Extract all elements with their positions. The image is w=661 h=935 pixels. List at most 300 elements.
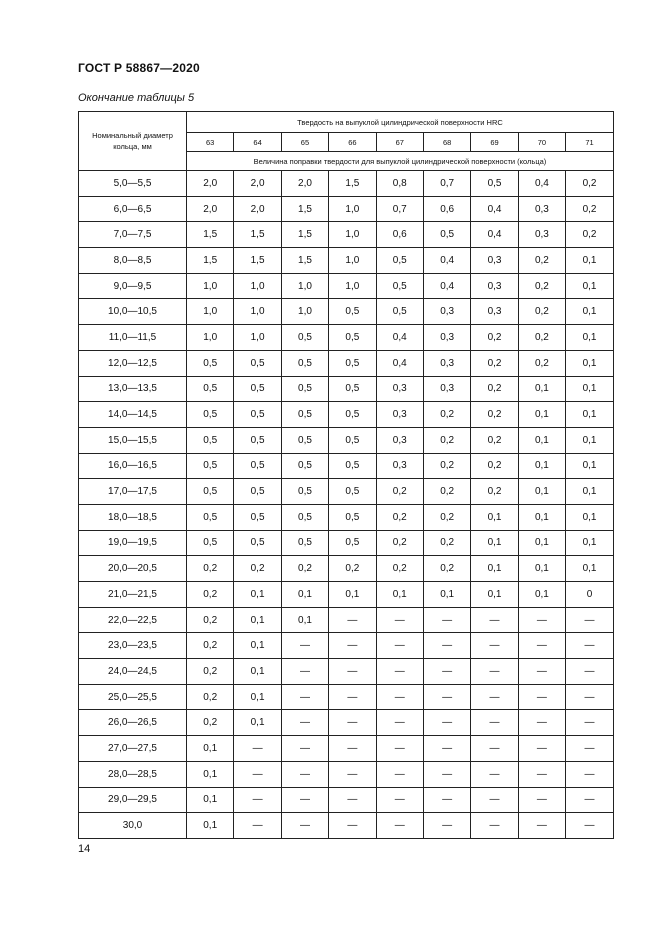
correction-value-cell: 0,2 [471, 376, 518, 402]
diameter-cell: 17,0—17,5 [79, 479, 187, 505]
correction-value-cell: — [329, 633, 376, 659]
diameter-cell: 15,0—15,5 [79, 427, 187, 453]
diameter-cell: 20,0—20,5 [79, 556, 187, 582]
correction-value-cell: — [423, 761, 470, 787]
correction-value-cell: — [566, 710, 614, 736]
correction-value-cell: — [329, 710, 376, 736]
hardness-header: Твердость на выпуклой цилиндрической поверхности HRC [187, 112, 614, 133]
correction-value-cell: 0,4 [376, 350, 423, 376]
correction-value-cell: 0,3 [471, 248, 518, 274]
correction-value-cell: 1,5 [281, 196, 328, 222]
correction-value-cell: — [234, 813, 281, 839]
correction-value-cell: 0,2 [471, 325, 518, 351]
correction-value-cell: — [329, 684, 376, 710]
correction-value-cell: 1,0 [234, 273, 281, 299]
correction-value-cell: 0,2 [423, 453, 470, 479]
correction-value-cell: — [234, 736, 281, 762]
correction-value-cell: 0,2 [471, 402, 518, 428]
hrc-value-cell: 70 [518, 133, 565, 152]
correction-value-cell: — [518, 736, 565, 762]
correction-value-cell: 0,2 [281, 556, 328, 582]
correction-value-cell: 0,5 [187, 402, 234, 428]
correction-value-cell: 0,1 [423, 582, 470, 608]
correction-value-cell: 0,2 [423, 504, 470, 530]
correction-value-cell: 0,5 [329, 453, 376, 479]
diameter-cell: 18,0—18,5 [79, 504, 187, 530]
table-row [79, 736, 614, 762]
correction-value-cell: 0,5 [281, 376, 328, 402]
correction-value-cell: 0,2 [376, 530, 423, 556]
correction-value-cell: — [376, 684, 423, 710]
correction-value-cell: — [281, 633, 328, 659]
table-row [79, 273, 614, 299]
correction-value-cell: — [518, 659, 565, 685]
correction-value-cell: — [518, 607, 565, 633]
correction-value-cell: — [234, 787, 281, 813]
correction-value-cell: 0,3 [376, 453, 423, 479]
hrc-value-cell: 69 [471, 133, 518, 152]
correction-value-cell: 0,4 [518, 171, 565, 197]
correction-value-cell: 0,2 [423, 479, 470, 505]
diameter-cell: 23,0—23,5 [79, 633, 187, 659]
correction-value-cell: 0,3 [471, 299, 518, 325]
correction-value-cell: — [281, 710, 328, 736]
correction-value-cell: — [566, 607, 614, 633]
table-row [79, 222, 614, 248]
correction-value-cell: 0,2 [329, 556, 376, 582]
table-row [79, 787, 614, 813]
correction-value-cell: — [329, 736, 376, 762]
table-body [79, 171, 614, 839]
correction-value-cell: 1,0 [281, 299, 328, 325]
correction-value-cell: 0,1 [329, 582, 376, 608]
correction-value-cell: — [376, 607, 423, 633]
correction-value-cell: 0,5 [234, 453, 281, 479]
correction-value-cell: 0,2 [187, 582, 234, 608]
correction-value-cell: 0,1 [518, 427, 565, 453]
correction-value-cell: 0,2 [187, 556, 234, 582]
correction-value-cell: 0,1 [566, 453, 614, 479]
correction-value-cell: 0,2 [376, 556, 423, 582]
correction-value-cell: — [471, 813, 518, 839]
correction-value-cell: 0,5 [234, 427, 281, 453]
correction-value-cell: — [376, 710, 423, 736]
correction-value-cell: 1,5 [281, 222, 328, 248]
correction-value-cell: 0,1 [566, 556, 614, 582]
correction-value-cell: 0,2 [518, 273, 565, 299]
table-row [79, 248, 614, 274]
correction-value-cell: 1,0 [281, 273, 328, 299]
hrc-value-cell: 66 [329, 133, 376, 152]
correction-value-cell: 0,1 [566, 325, 614, 351]
correction-value-cell: 0,5 [187, 376, 234, 402]
correction-value-cell: — [423, 736, 470, 762]
diameter-cell: 24,0—24,5 [79, 659, 187, 685]
correction-value-cell: — [423, 684, 470, 710]
correction-value-cell: 0,5 [281, 504, 328, 530]
correction-value-cell: — [281, 761, 328, 787]
correction-value-cell: — [423, 787, 470, 813]
correction-value-cell: 2,0 [281, 171, 328, 197]
correction-value-cell: 0,5 [329, 325, 376, 351]
table-header [79, 112, 614, 171]
correction-value-cell: — [566, 684, 614, 710]
correction-value-cell: 0,1 [234, 710, 281, 736]
correction-value-cell: 1,5 [329, 171, 376, 197]
correction-value-cell: 0 [566, 582, 614, 608]
table-row [79, 633, 614, 659]
correction-value-cell: 0,5 [234, 350, 281, 376]
correction-header: Величина поправки твердости для выпуклой цилиндрической поверхности (кольца) [187, 152, 614, 171]
correction-value-cell: 0,4 [471, 222, 518, 248]
table-row [79, 582, 614, 608]
correction-value-cell: 0,1 [518, 504, 565, 530]
correction-value-cell: 0,1 [518, 582, 565, 608]
correction-value-cell: 2,0 [234, 196, 281, 222]
correction-value-cell: 0,5 [187, 530, 234, 556]
correction-value-cell: 0,5 [471, 171, 518, 197]
hrc-value-cell: 71 [566, 133, 614, 152]
table-row [79, 427, 614, 453]
correction-value-cell: 0,1 [566, 273, 614, 299]
correction-value-cell: — [566, 736, 614, 762]
correction-value-cell: 0,5 [329, 402, 376, 428]
correction-value-cell: 0,2 [423, 402, 470, 428]
correction-value-cell: 0,5 [281, 427, 328, 453]
correction-value-cell: 0,1 [566, 376, 614, 402]
correction-value-cell: — [329, 761, 376, 787]
correction-value-cell: 1,0 [234, 299, 281, 325]
table-row [79, 556, 614, 582]
correction-value-cell: 1,0 [187, 299, 234, 325]
correction-value-cell: 0,5 [329, 530, 376, 556]
correction-value-cell: 0,3 [423, 299, 470, 325]
diameter-cell: 22,0—22,5 [79, 607, 187, 633]
correction-value-cell: 0,5 [281, 402, 328, 428]
correction-value-cell: 0,1 [566, 427, 614, 453]
correction-value-cell: 0,4 [471, 196, 518, 222]
correction-value-cell: — [471, 633, 518, 659]
diameter-cell: 11,0—11,5 [79, 325, 187, 351]
diameter-cell: 14,0—14,5 [79, 402, 187, 428]
correction-value-cell: 0,1 [234, 684, 281, 710]
correction-value-cell: 0,2 [187, 633, 234, 659]
diameter-cell: 27,0—27,5 [79, 736, 187, 762]
correction-value-cell: 0,5 [281, 479, 328, 505]
correction-value-cell: 0,1 [187, 813, 234, 839]
correction-value-cell: 0,5 [329, 504, 376, 530]
correction-value-cell: — [566, 659, 614, 685]
correction-value-cell: 0,2 [471, 350, 518, 376]
correction-value-cell: 0,2 [234, 556, 281, 582]
correction-value-cell: — [471, 607, 518, 633]
correction-value-cell: 0,3 [423, 325, 470, 351]
table-row [79, 659, 614, 685]
correction-value-cell: 0,2 [187, 684, 234, 710]
correction-value-cell: — [518, 813, 565, 839]
correction-value-cell: 1,0 [329, 196, 376, 222]
correction-value-cell: 0,1 [187, 736, 234, 762]
diameter-cell: 5,0—5,5 [79, 171, 187, 197]
correction-value-cell: — [518, 633, 565, 659]
correction-value-cell: 0,5 [376, 248, 423, 274]
correction-value-cell: 1,5 [234, 222, 281, 248]
correction-value-cell: 0,1 [566, 402, 614, 428]
correction-value-cell: 0,1 [234, 582, 281, 608]
correction-value-cell: — [566, 813, 614, 839]
correction-value-cell: 0,2 [566, 171, 614, 197]
hrc-value-cell: 63 [187, 133, 234, 152]
table-row [79, 196, 614, 222]
page-number: 14 [78, 843, 91, 855]
correction-value-cell: — [329, 787, 376, 813]
correction-value-cell: 0,2 [376, 504, 423, 530]
correction-value-cell: 0,2 [518, 248, 565, 274]
correction-value-cell: 0,2 [423, 556, 470, 582]
table-row [79, 299, 614, 325]
correction-value-cell: 0,3 [518, 222, 565, 248]
correction-value-cell: 0,3 [518, 196, 565, 222]
correction-value-cell: 0,5 [187, 479, 234, 505]
diameter-cell: 9,0—9,5 [79, 273, 187, 299]
hrc-value-cell: 68 [423, 133, 470, 152]
correction-value-cell: — [423, 813, 470, 839]
diameter-cell: 16,0—16,5 [79, 453, 187, 479]
correction-value-cell: 0,5 [234, 376, 281, 402]
correction-value-cell: 0,2 [518, 350, 565, 376]
diameter-cell: 6,0—6,5 [79, 196, 187, 222]
correction-value-cell: 0,5 [281, 530, 328, 556]
table-row [79, 813, 614, 839]
correction-value-cell: 0,5 [281, 325, 328, 351]
correction-value-cell: 1,0 [329, 273, 376, 299]
correction-value-cell: 0,5 [329, 376, 376, 402]
correction-value-cell: 0,2 [566, 196, 614, 222]
correction-value-cell: 1,5 [187, 222, 234, 248]
correction-value-cell: 0,5 [329, 427, 376, 453]
correction-value-cell: 0,5 [234, 402, 281, 428]
correction-value-cell: 0,5 [329, 350, 376, 376]
correction-value-cell: 0,2 [518, 325, 565, 351]
correction-value-cell: — [423, 710, 470, 736]
correction-value-cell: 0,8 [376, 171, 423, 197]
correction-value-cell: 1,0 [187, 273, 234, 299]
correction-value-cell: 0,5 [234, 530, 281, 556]
correction-value-cell: 0,1 [376, 582, 423, 608]
correction-value-cell: 0,7 [376, 196, 423, 222]
correction-value-cell: — [518, 710, 565, 736]
diameter-header: Номинальный диаметр кольца, мм [79, 112, 187, 171]
correction-value-cell: — [281, 736, 328, 762]
correction-value-cell: 0,2 [187, 710, 234, 736]
correction-value-cell: 0,1 [187, 787, 234, 813]
table-row [79, 350, 614, 376]
correction-value-cell: 0,1 [281, 582, 328, 608]
correction-value-cell: 0,5 [376, 299, 423, 325]
correction-value-cell: — [471, 684, 518, 710]
correction-value-cell: — [376, 659, 423, 685]
diameter-cell: 13,0—13,5 [79, 376, 187, 402]
correction-value-cell: 0,1 [518, 402, 565, 428]
table-row [79, 325, 614, 351]
diameter-cell: 28,0—28,5 [79, 761, 187, 787]
diameter-cell: 10,0—10,5 [79, 299, 187, 325]
table-row [79, 684, 614, 710]
correction-value-cell: 1,5 [234, 248, 281, 274]
correction-value-cell: 2,0 [187, 171, 234, 197]
correction-value-cell: 0,5 [281, 453, 328, 479]
diameter-cell: 21,0—21,5 [79, 582, 187, 608]
correction-value-cell: 0,1 [471, 556, 518, 582]
table-row [79, 761, 614, 787]
correction-value-cell: — [281, 813, 328, 839]
correction-value-cell: 0,2 [518, 299, 565, 325]
correction-value-cell: — [566, 761, 614, 787]
correction-value-cell: — [376, 813, 423, 839]
correction-value-cell: 0,1 [281, 607, 328, 633]
correction-value-cell: — [281, 787, 328, 813]
correction-value-cell: 1,0 [329, 222, 376, 248]
correction-value-cell: 0,4 [423, 248, 470, 274]
correction-value-cell: 0,1 [187, 761, 234, 787]
correction-value-cell: — [566, 633, 614, 659]
correction-value-cell: 0,1 [566, 299, 614, 325]
correction-value-cell: 0,1 [471, 504, 518, 530]
correction-value-cell: 0,1 [566, 530, 614, 556]
correction-value-cell: 0,1 [234, 633, 281, 659]
correction-value-cell: 0,4 [423, 273, 470, 299]
correction-value-cell: 0,2 [376, 479, 423, 505]
correction-value-cell: 0,5 [281, 350, 328, 376]
correction-value-cell: — [329, 659, 376, 685]
correction-value-cell: 1,0 [187, 325, 234, 351]
correction-value-cell: 0,5 [329, 479, 376, 505]
table-row [79, 376, 614, 402]
correction-value-cell: 0,5 [187, 504, 234, 530]
correction-value-cell: — [518, 684, 565, 710]
correction-value-cell: — [281, 684, 328, 710]
correction-value-cell: — [566, 787, 614, 813]
correction-value-cell: 0,5 [187, 350, 234, 376]
correction-value-cell: 0,1 [234, 659, 281, 685]
correction-value-cell: 0,2 [471, 479, 518, 505]
diameter-cell: 8,0—8,5 [79, 248, 187, 274]
correction-value-cell: — [518, 761, 565, 787]
correction-value-cell: 1,0 [329, 248, 376, 274]
table-row [79, 607, 614, 633]
correction-value-cell: 0,1 [566, 504, 614, 530]
correction-value-cell: 0,1 [566, 350, 614, 376]
correction-value-cell: — [471, 659, 518, 685]
correction-value-cell: 0,1 [518, 530, 565, 556]
table-row [79, 530, 614, 556]
correction-value-cell: — [234, 761, 281, 787]
diameter-cell: 29,0—29,5 [79, 787, 187, 813]
correction-value-cell: 0,3 [376, 427, 423, 453]
correction-value-cell: — [376, 736, 423, 762]
correction-value-cell: — [471, 710, 518, 736]
correction-value-cell: 0,5 [423, 222, 470, 248]
correction-value-cell: 0,5 [187, 427, 234, 453]
correction-value-cell: 0,5 [234, 504, 281, 530]
correction-value-cell: 0,1 [471, 582, 518, 608]
correction-value-cell: 0,1 [518, 453, 565, 479]
correction-value-cell: — [329, 607, 376, 633]
table-row [79, 453, 614, 479]
correction-value-cell: 0,1 [518, 556, 565, 582]
correction-value-cell: 0,1 [518, 479, 565, 505]
correction-value-cell: — [518, 787, 565, 813]
correction-value-cell: 0,1 [471, 530, 518, 556]
correction-value-cell: 0,1 [518, 376, 565, 402]
correction-value-cell: 0,3 [471, 273, 518, 299]
table-row [79, 710, 614, 736]
correction-value-cell: 0,3 [423, 376, 470, 402]
correction-value-cell: 0,6 [423, 196, 470, 222]
hardness-correction-table [78, 111, 614, 839]
correction-value-cell: 0,1 [234, 607, 281, 633]
correction-value-cell: 0,2 [187, 659, 234, 685]
correction-value-cell: 0,2 [187, 607, 234, 633]
correction-value-cell: 1,5 [187, 248, 234, 274]
diameter-cell: 30,0 [79, 813, 187, 839]
hrc-value-cell: 65 [281, 133, 328, 152]
correction-value-cell: 0,3 [376, 402, 423, 428]
correction-value-cell: — [329, 813, 376, 839]
correction-value-cell: — [423, 607, 470, 633]
correction-value-cell: 0,2 [471, 427, 518, 453]
table-row [79, 479, 614, 505]
correction-value-cell: — [281, 659, 328, 685]
correction-value-cell: — [376, 787, 423, 813]
correction-value-cell: 0,3 [376, 376, 423, 402]
correction-value-cell: 1,5 [281, 248, 328, 274]
correction-value-cell: — [471, 736, 518, 762]
correction-value-cell: 0,5 [376, 273, 423, 299]
correction-value-cell: — [376, 761, 423, 787]
correction-value-cell: — [471, 787, 518, 813]
correction-value-cell: 0,7 [423, 171, 470, 197]
hrc-value-cell: 64 [234, 133, 281, 152]
diameter-cell: 25,0—25,5 [79, 684, 187, 710]
document-code: ГОСТ Р 58867—2020 [78, 61, 200, 75]
table-row [79, 402, 614, 428]
correction-value-cell: 0,1 [566, 479, 614, 505]
correction-value-cell: — [376, 633, 423, 659]
correction-value-cell: 0,2 [471, 453, 518, 479]
correction-value-cell: 0,5 [234, 479, 281, 505]
correction-value-cell: 0,5 [329, 299, 376, 325]
correction-value-cell: 0,5 [187, 453, 234, 479]
table-row [79, 504, 614, 530]
diameter-cell: 12,0—12,5 [79, 350, 187, 376]
correction-value-cell: 0,3 [423, 350, 470, 376]
hrc-value-cell: 67 [376, 133, 423, 152]
correction-value-cell: — [471, 761, 518, 787]
correction-value-cell: 0,2 [566, 222, 614, 248]
correction-value-cell: 1,0 [234, 325, 281, 351]
correction-value-cell: 0,2 [423, 530, 470, 556]
correction-value-cell: 0,2 [423, 427, 470, 453]
correction-value-cell: 0,1 [566, 248, 614, 274]
correction-value-cell: 2,0 [234, 171, 281, 197]
diameter-cell: 19,0—19,5 [79, 530, 187, 556]
correction-value-cell: — [423, 633, 470, 659]
diameter-cell: 26,0—26,5 [79, 710, 187, 736]
correction-value-cell: — [423, 659, 470, 685]
diameter-cell: 7,0—7,5 [79, 222, 187, 248]
table-caption: Окончание таблицы 5 [78, 92, 195, 104]
